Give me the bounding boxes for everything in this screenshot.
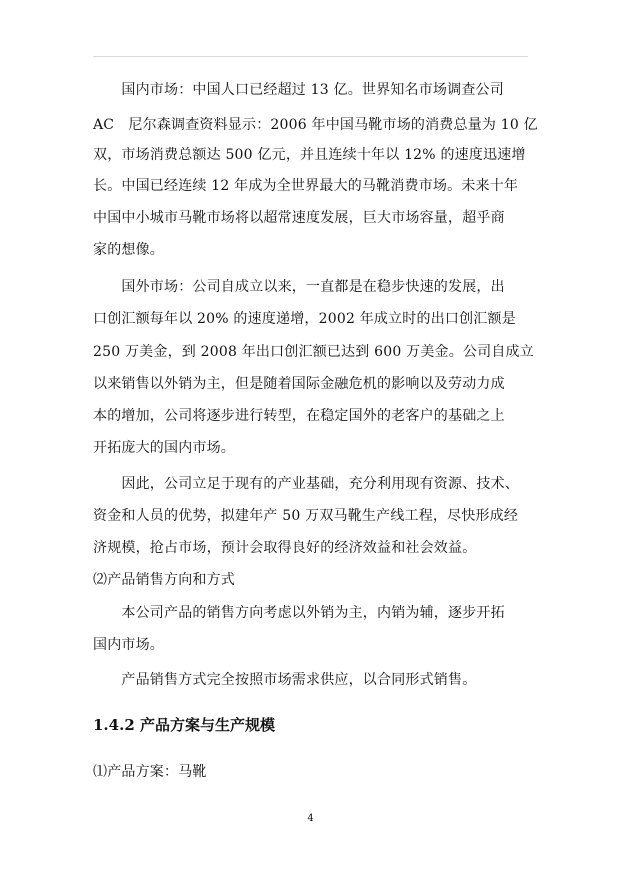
paragraph-line: 家的想像。 [93, 242, 164, 258]
paragraph-line: 济规模，抢占市场，预计会取得良好的经济效益和社会效益。 [93, 540, 477, 556]
paragraph-line: 因此，公司立足于现有的产业基础，充分利用现有资源、技术、 [93, 476, 519, 492]
section-heading: 1.4.2 产品方案与生产规模 [93, 716, 275, 734]
paragraph-line: 口创汇额每年以 20% 的速度递增，2002 年成立时的出口创汇额是 [93, 311, 516, 327]
page-number: 4 [307, 813, 314, 824]
list-item-heading: ⑴产品方案：马靴 [93, 764, 207, 780]
paragraph-line: 本的增加，公司将逐步进行转型，在稳定国外的老客户的基础之上 [93, 408, 505, 424]
paragraph-line: 国内市场：中国人口已经超过 13 亿。世界知名市场调查公司 [93, 82, 504, 98]
paragraph-line: 开拓庞大的国内市场。 [93, 440, 235, 456]
paragraph-line: 产品销售方式完全按照市场需求供应，以合同形式销售。 [93, 672, 477, 688]
paragraph-line: 以来销售以外销为主，但是随着国际金融危机的影响以及劳动力成 [93, 376, 505, 392]
paragraph-line: 250 万美金，到 2008 年出口创汇额已达到 600 万美金。公司自成立 [93, 344, 534, 360]
paragraph-line: 国内市场。 [93, 637, 164, 653]
header-rule [93, 56, 528, 57]
list-item-heading: ⑵产品销售方向和方式 [93, 572, 235, 588]
paragraph-line: AC 尼尔森调查资料显示：2006 年中国马靴市场的消费总量为 10 亿 [93, 117, 538, 133]
paragraph-line: 本公司产品的销售方向考虑以外销为主，内销为辅，逐步开拓 [93, 605, 505, 621]
paragraph-line: 国外市场：公司自成立以来，一直都是在稳步快速的发展，出 [93, 279, 505, 295]
paragraph-line: 长。中国已经连续 12 年成为全世界最大的马靴消费市场。未来十年 [93, 178, 519, 194]
paragraph-line: 双，市场消费总额达 500 亿元，并且连续十年以 12% 的速度迅速增 [93, 147, 526, 163]
paragraph-line: 中国中小城市马靴市场将以超常速度发展，巨大市场容量，超乎商 [93, 210, 505, 226]
paragraph-line: 资金和人员的优势，拟建年产 50 万双马靴生产线工程，尽快形成经 [93, 508, 519, 524]
